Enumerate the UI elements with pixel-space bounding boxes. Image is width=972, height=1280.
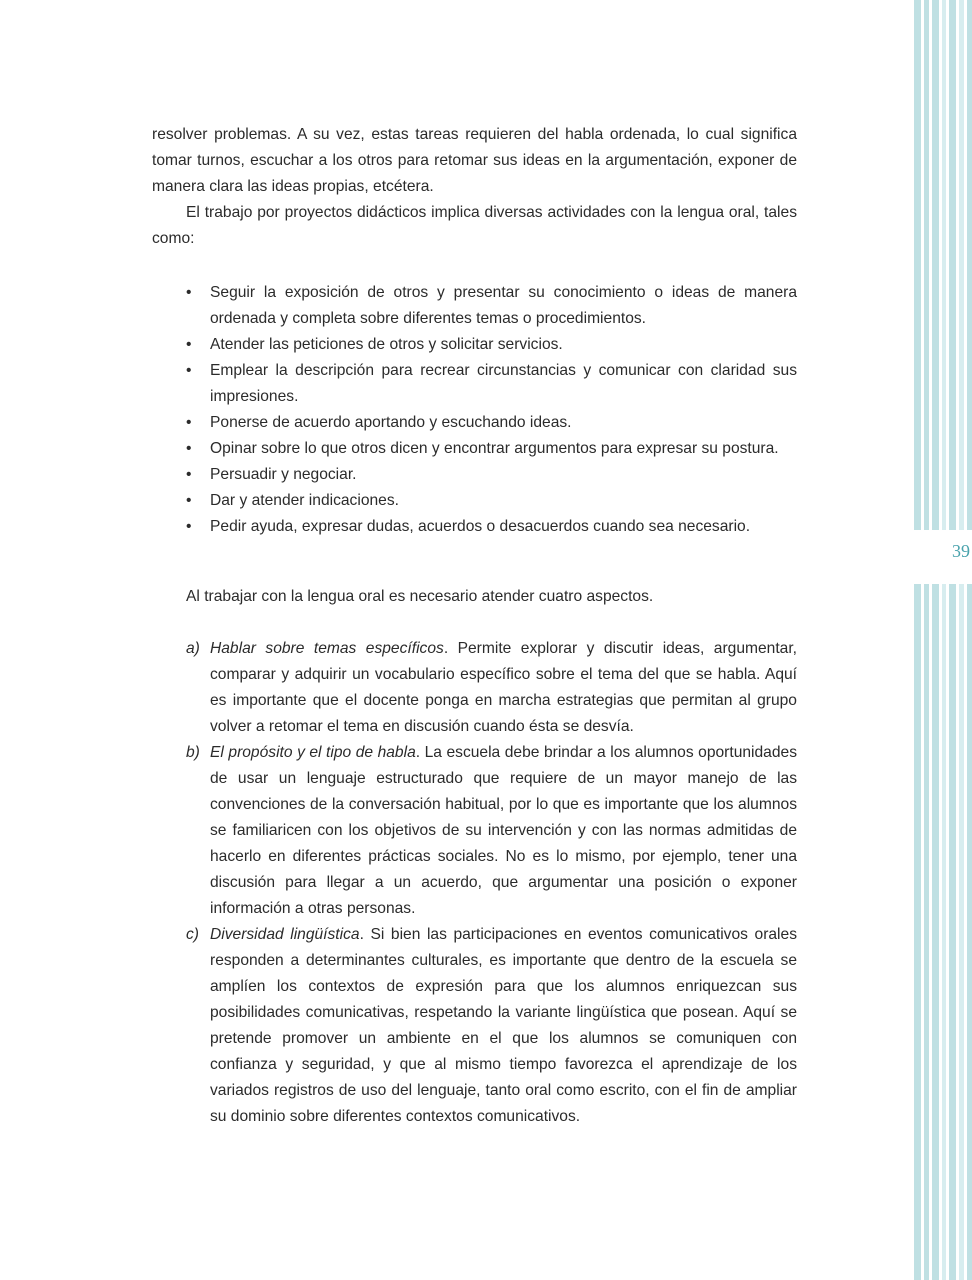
aspect-text: . Permite explorar y discutir ideas, argumentar, comparar y adquirir un vocabulario específico sobre el tema del que se habla. Aquí es importante que el docente ponga en marcha estrategias que permitan al grupo volver a retomar el tema en discusión cuando ésta se desvía. — [210, 640, 797, 735]
bullet-icon: • — [186, 284, 192, 301]
bullet-icon: • — [186, 440, 192, 457]
aspect-title: Diversidad lingüística — [210, 926, 360, 943]
aspect-item — [152, 922, 797, 1130]
list-item: • Atender las peticiones de otros y solicitar servicios. — [152, 332, 797, 358]
bullet-icon: • — [186, 492, 192, 509]
stripe — [932, 0, 939, 1280]
list-item: • Pedir ayuda, expresar dudas, acuerdos o desacuerdos cuando sea necesario. — [152, 514, 797, 540]
bullet-icon: • — [186, 362, 192, 379]
aspect-marker: a) — [186, 640, 200, 657]
aspects-list — [152, 636, 797, 1130]
aspect-text: . Si bien las participaciones en eventos comunicativos orales responden a determinantes culturales, es importante que dentro de la escuela se amplíen los contextos de expresión para que los alumnos enriquezcan sus posibilidades comunicativas, respetando la variante lingüística que posean. Aquí se pretende promover un ambiente en el que los alumnos se comuniquen con confianza y seguridad, y que al mismo tiempo favorezca el aprendizaje de los variados registros de uso del lenguaje, tanto oral como escrito, con el fin de ampliar su dominio sobre diferentes contextos comunicativos. — [210, 926, 797, 1125]
aspect-title: El propósito y el tipo de habla — [210, 744, 416, 761]
stripe — [949, 0, 956, 1280]
aspect-text: . La escuela debe brindar a los alumnos oportunidades de usar un lenguaje estructurado que requiere de un mayor manejo de las convenciones de la conversación habitual, por lo que es importante que los alumnos se familiaricen con los objetivos de su intervención y con las normas admitidas de hacerlo en diferentes prácticas sociales. No es lo mismo, por ejemplo, tener una discusión para llegar a un acuerdo, que argumentar una posición o exponer información a otras personas. — [210, 744, 797, 917]
projects-paragraph: El trabajo por proyectos didácticos implica diversas actividades con la lengua oral, tales como: — [152, 204, 797, 247]
aspect-marker: b) — [186, 744, 200, 761]
stripe — [959, 0, 964, 1280]
aspect-marker: c) — [186, 926, 199, 943]
list-item: • Dar y atender indicaciones. — [152, 488, 797, 514]
aspect-title: Hablar sobre temas específicos — [210, 640, 444, 657]
list-item: • Ponerse de acuerdo aportando y escuchando ideas. — [152, 410, 797, 436]
bullet-icon: • — [186, 414, 192, 431]
stripe — [914, 0, 921, 1280]
activities-list — [152, 280, 797, 540]
aspects-intro: Al trabajar con la lengua oral es necesario atender cuatro aspectos. — [186, 588, 654, 605]
page-body — [152, 122, 797, 1130]
decorative-stripes — [914, 0, 972, 1280]
intro-paragraph: resolver problemas. A su vez, estas tareas requieren del habla ordenada, lo cual significa tomar turnos, escuchar a los otros para retomar sus ideas en la argumentación, exponer de manera clara las ideas propias, etcétera. — [152, 126, 797, 195]
bullet-icon: • — [186, 466, 192, 483]
stripe — [942, 0, 946, 1280]
list-item: • Persuadir y negociar. — [152, 462, 797, 488]
list-item: • Opinar sobre lo que otros dicen y encontrar argumentos para expresar su postura. — [152, 436, 797, 462]
aspect-item — [152, 636, 797, 740]
bullet-icon: • — [186, 336, 192, 353]
page-number: 39 — [952, 541, 970, 561]
aspect-item — [152, 740, 797, 922]
list-item: • Seguir la exposición de otros y presentar su conocimiento o ideas de manera ordenada y completa sobre diferentes temas o procedimientos. — [152, 280, 797, 332]
stripe — [967, 0, 972, 1280]
bullet-icon: • — [186, 518, 192, 535]
list-item: • Emplear la descripción para recrear circunstancias y comunicar con claridad sus impresiones. — [152, 358, 797, 410]
stripe — [924, 0, 929, 1280]
